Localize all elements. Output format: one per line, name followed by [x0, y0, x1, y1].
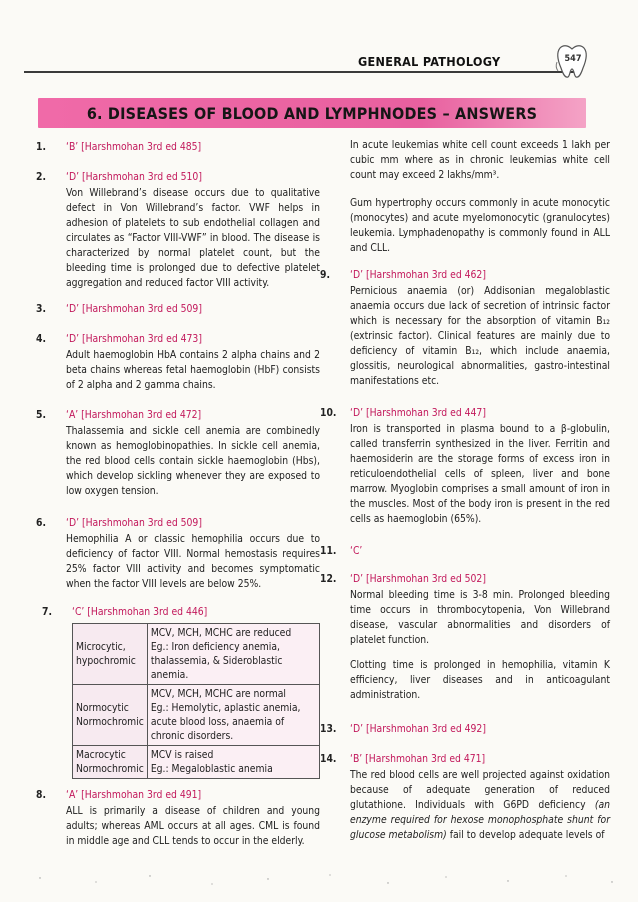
running-header: GENERAL PATHOLOGY [358, 54, 501, 69]
table-row [73, 685, 320, 746]
answer-key: ‘C’ [Harshmohan 3rd ed 446] [72, 606, 208, 618]
cell-features: MCV, MCH, MCHC are normal [150, 688, 286, 700]
table-cell [147, 624, 319, 685]
answer-item [36, 302, 320, 317]
cell-example: Eg.: Iron deficiency anemia, thalassemia, & Sideroblastic anemia. [150, 641, 283, 681]
question-number: 9. [320, 269, 330, 281]
explanation: Gum hypertrophy occurs commonly in acute monocytic (monocytes) and acute myelomonocytic (granulocytes) leukemia. Lymphadenopathy is commonly found in ALL and CLL. [350, 197, 610, 254]
question-number: 5. [36, 409, 46, 421]
page-number: 547 [564, 54, 582, 64]
answer-key: ‘C’ [350, 545, 363, 557]
answer-key: ‘D’ [Harshmohan 3rd ed 473] [66, 333, 202, 345]
table-cell: Macrocytic Normochromic [73, 746, 148, 779]
answer-key: ‘D’ [Harshmohan 3rd ed 492] [350, 723, 486, 735]
answer-key: ‘D’ [Harshmohan 3rd ed 510] [66, 171, 202, 183]
answer-key: ‘A’ [Harshmohan 3rd ed 491] [66, 789, 202, 801]
explanation: Clotting time is prolonged in hemophilia, vitamin K efficiency, liver diseases and in anticoagulant administration. [350, 659, 610, 701]
question-number: 7. [42, 606, 52, 618]
answer-continuation [320, 195, 610, 256]
header-rule [24, 71, 578, 73]
question-number: 2. [36, 171, 46, 183]
table-cell: Microcytic, hypochromic [73, 624, 148, 685]
table-cell: Normocytic Normochromic [73, 685, 148, 746]
question-number: 14. [320, 753, 337, 765]
explanation: Hemophilia A or classic hemophilia occurs due to deficiency of factor VIII. Normal hemostasis requires 25% factor VIII activity and becomes symptomatic when the factor VIII levels are below 25%. [66, 533, 320, 590]
explanation: ALL is primarily a disease of children and young adults; whereas AML occurs at all ages. CML is found in middle age and CLL tends to occur in the elderly. [66, 805, 320, 847]
cell-features: MCV, MCH, MCHC are reduced [150, 627, 292, 639]
question-number: 4. [36, 333, 46, 345]
cell-features: MCV is raised [150, 749, 214, 761]
cell-example: Eg.: Megaloblastic anemia [150, 763, 273, 775]
scan-noise [0, 870, 638, 890]
answer-item [36, 788, 320, 849]
answer-key: ‘D’ [Harshmohan 3rd ed 502] [350, 573, 486, 585]
answer-key: ‘D’ [Harshmohan 3rd ed 509] [66, 303, 202, 315]
explanation: Normal bleeding time is 3-8 min. Prolonged bleeding time occurs in thrombocytopenia, Von Willebrand disease, vascular abnormalities and disorders of platelet function. [350, 589, 610, 646]
answer-key: ‘D’ [Harshmohan 3rd ed 447] [350, 407, 486, 419]
answer-item [320, 752, 610, 843]
question-number: 13. [320, 723, 337, 735]
chapter-title: 6. DISEASES OF BLOOD AND LYMPHNODES – ANSWERS [86, 104, 538, 123]
answer-key: ‘B’ [Harshmohan 3rd ed 471] [350, 753, 486, 765]
question-number: 12. [320, 573, 337, 585]
explanation-text: The red blood cells are well projected against oxidation because of adequate generation of reduced glutathione. Individuals with G6PD deficiency [350, 769, 610, 811]
anemia-classification-table [72, 623, 320, 779]
answer-item [320, 544, 610, 559]
question-number: 8. [36, 789, 46, 801]
explanation-italic: (an enzyme required for hexose monophosphate shunt for glucose metabolism) [350, 799, 610, 841]
answer-continuation [320, 137, 610, 183]
cell-example: Eg.: Hemolytic, aplastic anemia, acute blood loss, anaemia of chronic disorders. [150, 702, 301, 742]
explanation: In acute leukemias white cell count exceeds 1 lakh per cubic mm where as in chronic leukemias white cell count may exceed 2 lakhs/mm³. [350, 139, 610, 181]
table-cell [147, 685, 319, 746]
answer-item [320, 572, 610, 703]
answer-item [320, 722, 610, 737]
table-row [73, 746, 320, 779]
explanation: Von Willebrand’s disease occurs due to qualitative defect in Von Willebrand’s factor. VWF helps in adhesion of platelets to sub endothelial collagen and circulates as “Factor VIII-VWF” in blood. The disease is characterized by normal platelet count, but the bleeding time is prolonged due to defective platelet aggregation and reduced factor VIII activity. [66, 187, 320, 289]
question-number: 1. [36, 141, 46, 153]
page-header [0, 0, 638, 90]
explanation: Thalassemia and sickle cell anemia are combinedly known as hemoglobinopathies. In sickle cell anemia, the red blood cells contain sickle haemoglobin (Hbs), which develop sickling whenever they are exposed to low oxygen tension. [66, 425, 320, 497]
answer-item [36, 140, 320, 155]
explanation [350, 768, 610, 843]
answer-item [36, 408, 320, 499]
explanation-text: fail to develop adequate levels of [446, 829, 605, 841]
answer-item [36, 170, 320, 291]
answer-item [320, 406, 610, 527]
answer-item [36, 516, 320, 592]
table-row [73, 624, 320, 685]
question-number: 11. [320, 545, 337, 557]
question-number: 6. [36, 517, 46, 529]
question-number: 3. [36, 303, 46, 315]
explanation: Pernicious anaemia (or) Addisonian megaloblastic anaemia occurs due lack of secretion of intrinsic factor which is necessary for the absorption of vitamin B₁₂ (extrinsic factor). Clinical features are mainly due to deficiency of vitamin B₁₂, which include anaemia, glossitis, neurological abnormalities, gastro-intestinal manifestations etc. [350, 285, 610, 387]
answer-item [36, 332, 320, 393]
explanation: Adult haemoglobin HbA contains 2 alpha chains and 2 beta chains whereas fetal haemoglobin (HbF) consists of 2 alpha and 2 gamma chains. [66, 349, 320, 391]
answer-item [36, 605, 320, 779]
answer-item [320, 268, 610, 389]
answer-key: ‘D’ [Harshmohan 3rd ed 462] [350, 269, 486, 281]
answer-key: ‘B’ [Harshmohan 3rd ed 485] [66, 141, 202, 153]
question-number: 10. [320, 407, 337, 419]
answer-key: ‘D’ [Harshmohan 3rd ed 509] [66, 517, 202, 529]
answer-key: ‘A’ [Harshmohan 3rd ed 472] [66, 409, 202, 421]
table-cell [147, 746, 319, 779]
explanation: Iron is transported in plasma bound to a β-globulin, called transferrin synthesized in the liver. Ferritin and haemosiderin are the storage forms of excess iron in reticuloendothelial cells of spleen, liver and bone marrow. Myoglobin comprises a small amount of iron in the muscles. Most of the body iron is present in the red cells as haemoglobin (65%). [350, 423, 610, 525]
